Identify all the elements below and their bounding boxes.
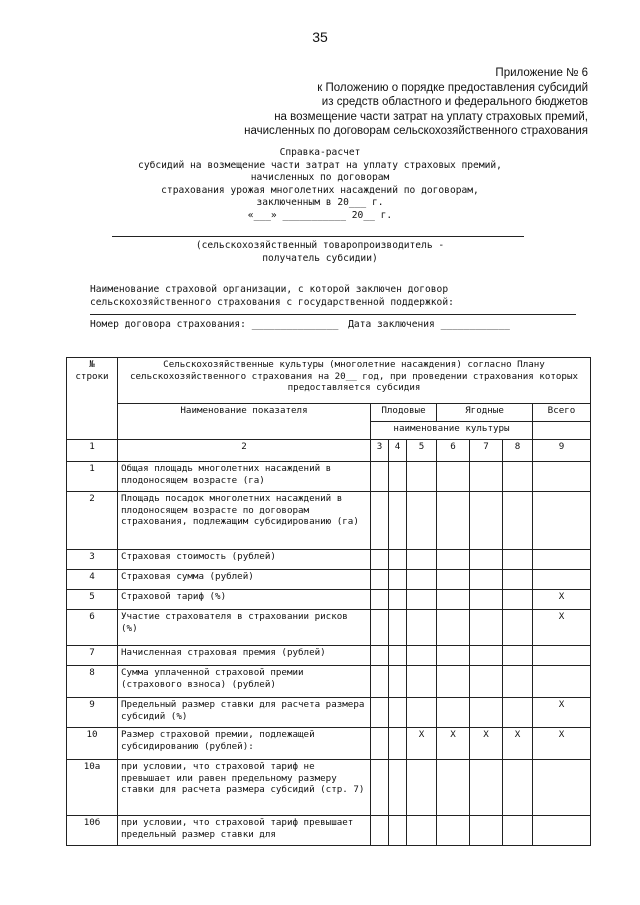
value-cell (407, 610, 437, 646)
value-cell (503, 816, 533, 846)
value-cell (407, 550, 437, 570)
not-applicable-mark: X (437, 728, 470, 760)
column-number: 4 (389, 440, 407, 462)
indicator-name: при условии, что страховой тариф не превышает или равен предельному размеру ставки для расчета размера субсидий (стр. 7) (118, 760, 371, 816)
value-cell (437, 590, 470, 610)
value-cell (389, 570, 407, 590)
value-cell (503, 698, 533, 728)
value-cell (470, 570, 503, 590)
not-applicable-mark: X (503, 728, 533, 760)
table-row (67, 550, 591, 570)
crop-name-total-cell (533, 422, 591, 440)
table-row (67, 462, 591, 492)
not-applicable-mark: X (407, 728, 437, 760)
value-cell (503, 590, 533, 610)
insurer-name-line (90, 314, 576, 315)
table-row (67, 816, 591, 846)
value-cell (407, 570, 437, 590)
appendix-line: к Положению о порядке предоставления субсидий (317, 81, 588, 94)
row-number: 10а (67, 760, 118, 816)
table-row (67, 760, 591, 816)
row-number: 4 (67, 570, 118, 590)
table-row (67, 728, 591, 760)
contract-row (90, 319, 510, 330)
value-cell (371, 646, 389, 666)
row-number: 8 (67, 666, 118, 698)
value-cell (407, 646, 437, 666)
row-number: 1 (67, 462, 118, 492)
column-number: 6 (437, 440, 470, 462)
not-applicable-mark: X (533, 698, 591, 728)
not-applicable-mark: X (533, 610, 591, 646)
appendix-line: начисленных по договорам сельскохозяйственного страхования (244, 125, 588, 137)
value-cell (503, 666, 533, 698)
indicator-name: Участие страхователя в страховании рисков (%) (118, 610, 371, 646)
value-cell (389, 760, 407, 816)
value-cell (470, 816, 503, 846)
appendix-header (244, 66, 588, 139)
table-row (67, 492, 591, 550)
insurer-label (90, 284, 560, 309)
contract-number-label: Номер договора страхования: (90, 319, 246, 330)
value-cell (533, 646, 591, 666)
table-row (67, 590, 591, 610)
row-number: 2 (67, 492, 118, 550)
value-cell (470, 698, 503, 728)
indicator-name: Площадь посадок многолетних насаждений в плодоносящем возрасте по договорам страхования, подлежащим субсидированию (га) (118, 492, 371, 550)
value-cell (470, 590, 503, 610)
value-cell (503, 646, 533, 666)
crops-header: Сельскохозяйственные культуры (многолетние насаждения) согласно Плану сельскохозяйственного страхования на 20__ год, при проведении страхования которых предоставляется субсидия (118, 358, 591, 404)
title-line: страхования урожая многолетних насаждений по договорам, (161, 184, 479, 196)
column-number: 1 (67, 440, 118, 462)
not-applicable-mark: X (533, 728, 591, 760)
value-cell (470, 492, 503, 550)
value-cell (407, 590, 437, 610)
indicator-name: Размер страховой премии, подлежащей субсидированию (рублей): (118, 728, 371, 760)
value-cell (533, 570, 591, 590)
indicator-name: Начисленная страховая премия (рублей) (118, 646, 371, 666)
value-cell (371, 610, 389, 646)
value-cell (371, 760, 389, 816)
value-cell (407, 816, 437, 846)
insurer-label-line: сельскохозяйственного страхования с государственной поддержкой: (90, 296, 454, 308)
value-cell (437, 492, 470, 550)
table-row (67, 698, 591, 728)
value-cell (389, 646, 407, 666)
row-number: 10 (67, 728, 118, 760)
value-cell (533, 816, 591, 846)
value-cell (533, 760, 591, 816)
row-number: 7 (67, 646, 118, 666)
column-number: 5 (407, 440, 437, 462)
row-number: 10б (67, 816, 118, 846)
column-number: 9 (533, 440, 591, 462)
value-cell (389, 728, 407, 760)
table-row (67, 646, 591, 666)
value-cell (437, 760, 470, 816)
value-cell (371, 590, 389, 610)
value-cell (503, 550, 533, 570)
value-cell (470, 646, 503, 666)
not-applicable-mark: X (470, 728, 503, 760)
title-line: «___» ___________ 20__ г. (247, 209, 393, 221)
value-cell (533, 462, 591, 492)
document-title (60, 147, 580, 222)
value-cell (470, 462, 503, 492)
value-cell (437, 550, 470, 570)
value-cell (389, 666, 407, 698)
column-number: 3 (371, 440, 389, 462)
value-cell (437, 646, 470, 666)
table-row (67, 610, 591, 646)
value-cell (533, 492, 591, 550)
producer-caption (100, 240, 540, 265)
calculation-table (66, 357, 591, 846)
value-cell (470, 666, 503, 698)
caption-line: (сельскохозяйственный товаропроизводитель - (195, 240, 445, 251)
indicator-name: Страховая стоимость (рублей) (118, 550, 371, 570)
value-cell (437, 666, 470, 698)
value-cell (407, 492, 437, 550)
appendix-line: на возмещение части затрат на уплату страховых премий, (274, 110, 588, 123)
row-number: 3 (67, 550, 118, 570)
crop-name-header: наименование культуры (371, 422, 533, 440)
value-cell (470, 550, 503, 570)
value-cell (371, 728, 389, 760)
title-line: субсидий на возмещение части затрат на уплату страховых премий, (138, 159, 502, 171)
title-line: заключенным в 20___ г. (256, 197, 384, 208)
value-cell (503, 492, 533, 550)
page-number: 35 (312, 29, 328, 45)
indicator-name: Предельный размер ставки для расчета размера субсидий (%) (118, 698, 371, 728)
berry-header: Ягодные (437, 404, 533, 422)
indicator-name: Страховая сумма (рублей) (118, 570, 371, 590)
row-number: 5 (67, 590, 118, 610)
value-cell (407, 698, 437, 728)
indicator-name: при условии, что страховой тариф превышает предельный размер ставки для (118, 816, 371, 846)
insurer-label-line: Наименование страховой организации, с которой заключен договор (90, 284, 449, 295)
total-header: Всего (533, 404, 591, 422)
indicator-name: Сумма уплаченной страховой премии (страхового взноса) (рублей) (118, 666, 371, 698)
caption-line: получатель субсидии) (262, 252, 378, 264)
value-cell (533, 550, 591, 570)
value-cell (437, 698, 470, 728)
value-cell (371, 698, 389, 728)
fruit-header: Плодовые (371, 404, 437, 422)
not-applicable-mark: X (533, 590, 591, 610)
value-cell (389, 462, 407, 492)
appendix-line: Приложение № 6 (495, 67, 588, 79)
value-cell (389, 610, 407, 646)
indicator-name: Общая площадь многолетних насаждений в плодоносящем возрасте (га) (118, 462, 371, 492)
indicator-name: Страховой тариф (%) (118, 590, 371, 610)
value-cell (437, 462, 470, 492)
value-cell (389, 550, 407, 570)
contract-date-label: Дата заключения (348, 319, 435, 330)
value-cell (503, 462, 533, 492)
value-cell (437, 570, 470, 590)
value-cell (437, 610, 470, 646)
row-number-header: № строки (67, 358, 118, 440)
value-cell (389, 492, 407, 550)
value-cell (407, 462, 437, 492)
appendix-line: из средств областного и федерального бюджетов (321, 96, 588, 108)
row-number: 6 (67, 610, 118, 646)
column-number: 7 (470, 440, 503, 462)
value-cell (503, 610, 533, 646)
value-cell (470, 760, 503, 816)
value-cell (371, 492, 389, 550)
value-cell (389, 698, 407, 728)
title-line: Справка-расчет (279, 147, 361, 158)
title-line: начисленных по договорам (250, 172, 390, 183)
value-cell (407, 666, 437, 698)
table-row (67, 666, 591, 698)
value-cell (407, 760, 437, 816)
table-row (67, 570, 591, 590)
producer-name-line (112, 236, 524, 237)
value-cell (437, 816, 470, 846)
value-cell (503, 570, 533, 590)
contract-date-blank: ____________ (440, 319, 510, 330)
value-cell (371, 816, 389, 846)
value-cell (389, 590, 407, 610)
value-cell (503, 760, 533, 816)
value-cell (371, 570, 389, 590)
value-cell (371, 462, 389, 492)
value-cell (389, 816, 407, 846)
value-cell (533, 666, 591, 698)
row-number: 9 (67, 698, 118, 728)
value-cell (371, 666, 389, 698)
column-number: 2 (118, 440, 371, 462)
value-cell (470, 610, 503, 646)
value-cell (371, 550, 389, 570)
indicator-header: Наименование показателя (118, 404, 371, 440)
contract-number-blank: _______________ (251, 319, 339, 330)
column-number: 8 (503, 440, 533, 462)
